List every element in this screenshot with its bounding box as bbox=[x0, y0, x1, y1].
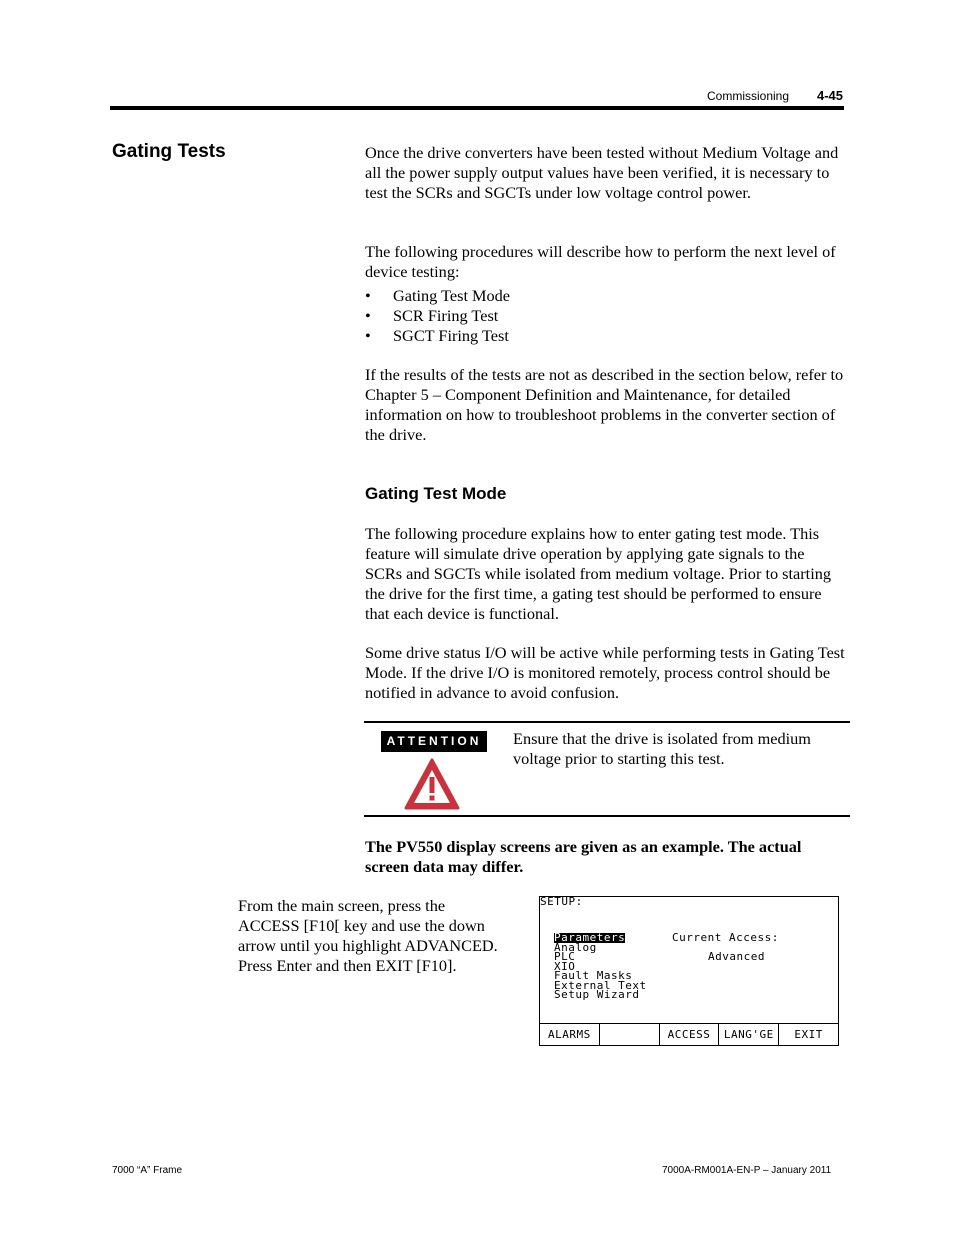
menu-item-xio[interactable]: XIO bbox=[554, 959, 576, 973]
current-access-value: Advanced bbox=[708, 950, 765, 963]
screen-title: SETUP: bbox=[540, 895, 583, 908]
footer-publication: 7000A-RM001A-EN-P – January 2011 bbox=[662, 1165, 832, 1176]
attention-badge: ATTENTION bbox=[381, 731, 487, 752]
menu-item-fault-masks[interactable]: Fault Masks bbox=[554, 969, 633, 982]
bullet: • bbox=[365, 306, 371, 325]
menu-item-external-text[interactable]: External Text bbox=[554, 978, 647, 992]
procedures-paragraph: The following procedures will describe how to perform the next level of device testing: bbox=[365, 242, 836, 281]
function-key-bar bbox=[540, 1023, 838, 1045]
exit-key[interactable]: EXIT bbox=[794, 1028, 823, 1041]
running-header-section: Commissioning bbox=[707, 89, 790, 103]
alarms-key[interactable]: ALARMS bbox=[540, 1024, 600, 1045]
access-key[interactable]: ACCESS bbox=[660, 1024, 720, 1045]
list-item-text: SGCT Firing Test bbox=[393, 326, 509, 345]
warning-triangle-icon bbox=[403, 757, 461, 816]
status-io-paragraph: Some drive status I/O will be active while performing tests in Gating Test Mode. If the drive I/O is monitored remotely, process control should be notified in advance to avoid confusion. bbox=[365, 643, 845, 702]
header-rule bbox=[110, 106, 844, 110]
language-key[interactable]: LANG'GE bbox=[719, 1024, 779, 1045]
pv550-setup-screen bbox=[539, 896, 839, 1046]
results-paragraph: If the results of the tests are not as described in the section below, refer to Chapter 5 – Component Definition and Maintenance, for detailed information on how to troubleshoot problems in the converter section of the drive. bbox=[365, 365, 844, 444]
main-screen-paragraph: From the main screen, press the ACCESS [F10[ key and use the down arrow until you highlight ADVANCED. Press Enter and then EXIT [F10]. bbox=[238, 896, 498, 975]
subsection-title: Gating Test Mode bbox=[365, 484, 507, 503]
page-number: 4-45 bbox=[817, 88, 844, 103]
list-item bbox=[365, 306, 510, 326]
list-item-text: Gating Test Mode bbox=[393, 286, 511, 305]
intro-paragraph: Once the drive converters have been tested without Medium Voltage and all the power supply output values have been verified, it is necessary to test the SCRs and SGCTs under low voltage control power. bbox=[365, 143, 839, 202]
list-item bbox=[365, 286, 510, 306]
display-note: The PV550 display screens are given as an example. The actual screen data may differ. bbox=[365, 837, 802, 876]
menu-item-parameters[interactable]: Parameters bbox=[554, 931, 626, 944]
test-list bbox=[365, 286, 510, 346]
bullet: • bbox=[365, 326, 371, 345]
blank-key[interactable] bbox=[600, 1024, 660, 1045]
attention-text: Ensure that the drive is isolated from medium voltage prior to starting this test. bbox=[513, 729, 811, 768]
menu-item-setup-wizard[interactable]: Setup Wizard bbox=[554, 988, 640, 1001]
list-item-text: SCR Firing Test bbox=[393, 306, 499, 325]
setup-menu bbox=[554, 933, 647, 1000]
attention-bottom-rule bbox=[364, 815, 850, 817]
bullet: • bbox=[365, 286, 371, 305]
menu-item-plc[interactable]: PLC bbox=[554, 950, 576, 963]
current-access-label: Current Access: bbox=[672, 931, 779, 944]
attention-top-rule bbox=[364, 721, 850, 723]
section-title: Gating Tests bbox=[112, 141, 226, 162]
menu-item-analog[interactable]: Analog bbox=[554, 940, 597, 954]
footer-product: 7000 “A” Frame bbox=[112, 1165, 183, 1176]
gating-procedure-paragraph: The following procedure explains how to enter gating test mode. This feature will simulate drive operation by applying gate signals to the SCRs and SGCTs while isolated from medium voltage. Prior to starting the drive for the first time, a gating test should be performed to ensure that each device is functional. bbox=[365, 524, 832, 623]
list-item bbox=[365, 326, 510, 346]
